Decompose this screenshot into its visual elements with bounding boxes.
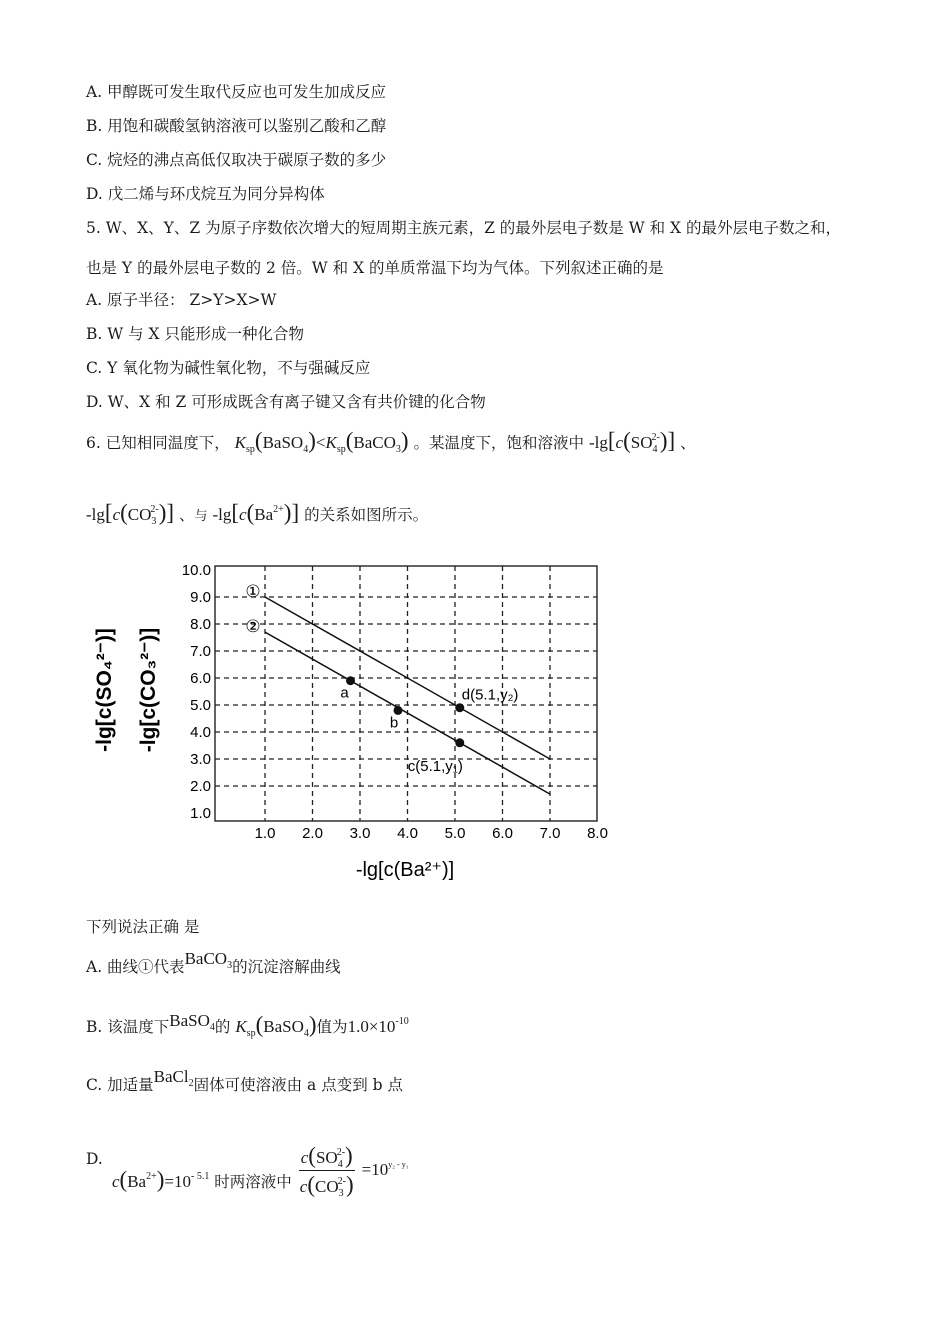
x-tick-label: 1.0 [254, 825, 276, 842]
q6-question: 下列说法正确 是 [86, 918, 200, 936]
q5-stem-line1: 5. W、X、Y、Z 为原子序数依次增大的短周期主族元素，Z 的最外层电子数是 W 和 X 的最外层电子数之和， [86, 219, 841, 237]
q6-option-d-label: D. [86, 1150, 103, 1168]
data-point-c [455, 738, 464, 747]
y-tick-label: 4.0 [190, 724, 211, 741]
neglg-co3-expr: $-\lg[c(CO_3^{2-})]$ [86, 500, 175, 527]
q6-stem-mid: 。某温度下，饱和溶液中 [413, 434, 585, 452]
y-axis-label-so4: -lg[c(SO₄²⁻)] [93, 628, 116, 752]
y-tick-label: 6.0 [190, 670, 211, 687]
q5-option-d: D. W、X 和 Z 可形成既含有离子键又含有共价键的化合物 [86, 393, 486, 411]
y-tick-label: 2.0 [190, 778, 211, 795]
q6-stem-line1: 6. 已知相同温度下， $K_{sp}(BaSO_4)<K_{sp}(BaCO_3)$ 。某温度下，饱和溶液中 $-\lg[c(SO_4^{2-})]$ 、 [86, 428, 696, 455]
point-label-a: a [340, 684, 349, 702]
y-tick-label: 7.0 [190, 643, 211, 660]
q6-stem-prefix: 6. 已知相同温度下， [86, 434, 230, 452]
y-tick-label: 1.0 [190, 805, 211, 822]
point-label-d: d(5.1,y₂) [461, 686, 519, 704]
y-tick-label: 8.0 [190, 616, 211, 633]
y-tick-label: 9.0 [190, 589, 211, 606]
q5-option-b: B. W 与 X 只能形成一种化合物 [86, 325, 304, 343]
q6-option-d: $c(Ba^{2+})=10^{- 5.1}$ 时两溶液中 $\frac{c(SO_4^{2-})}{c(CO_3^{2-})}$ $=10^{y_2 - y_1}$ [112, 1143, 409, 1199]
series-label-1: ① [245, 582, 261, 602]
concentration-ratio: $\frac{c(SO_4^{2-})}{c(CO_3^{2-})}$ [299, 1143, 354, 1199]
q5-option-a: A. 原子半径： Z>Y>X>W [86, 291, 277, 309]
x-tick-label: 6.0 [492, 825, 513, 842]
q4-option-d: D. 戊二烯与环戊烷互为同分异构体 [86, 185, 325, 203]
plot-frame [215, 566, 597, 821]
series-label-2: ② [245, 617, 261, 638]
q6-option-b: B. 该温度下BaSO$_4$的 $K_{sp}(BaSO_4)$值为$1.0\times 10^{-10}$ [86, 1011, 409, 1039]
y-tick-label: 10.0 [181, 562, 211, 579]
q4-option-a: A. 甲醇既可发生取代反应也可发生加成反应 [86, 83, 387, 101]
point-label-c: c(5.1,y₁) [407, 757, 463, 775]
neglg-so4-expr: $-\lg[c(SO_4^{2-})]$ [588, 428, 676, 455]
q5-stem-line2: 也是 Y 的最外层电子数的 2 倍。W 和 X 的单质常温下均为气体。下列叙述正确的是 [86, 259, 664, 277]
ksp-baso4-expr: $K_{sp}(BaSO_4)<K_{sp}(BaCO_3)$ [234, 428, 409, 455]
q4-option-c: C. 烷烃的沸点高低仅取决于碳原子数的多少 [86, 151, 387, 169]
q4-option-b: B. 用饱和碳酸氢钠溶液可以鉴别乙酸和乙醇 [86, 117, 387, 135]
neglg-ba-expr: $-\lg[c(Ba^{2+})]$ [212, 500, 300, 525]
x-tick-label: 7.0 [539, 825, 561, 842]
x-tick-label: 4.0 [397, 825, 418, 842]
y-axis-label-co3: -lg[c(CO₃²⁻)] [137, 627, 160, 753]
x-tick-label: 3.0 [349, 825, 371, 842]
q5-option-c: C. Y 氧化物为碱性氧化物，不与强碱反应 [86, 359, 371, 377]
data-point-d [455, 703, 464, 712]
q6-stem-line2: $-\lg[c(CO_3^{2-})]$ 、与 $-\lg[c(Ba^{2+})]$ 的关系如图所示。 [86, 500, 429, 527]
y-tick-label: 5.0 [190, 697, 211, 714]
y-tick-label: 3.0 [190, 751, 211, 768]
x-tick-label: 8.0 [587, 825, 608, 842]
point-label-b: b [389, 714, 399, 732]
q6-option-a: A. 曲线①代表BaCO$_3$的沉淀溶解曲线 [86, 949, 341, 976]
x-tick-label: 5.0 [444, 825, 466, 842]
x-axis-label: -lg[c(Ba²⁺)] [355, 859, 455, 881]
x-tick-label: 2.0 [302, 825, 323, 842]
q6-option-c: C. 加适量BaCl$_2$固体可使溶液由 a 点变到 b 点 [86, 1067, 403, 1094]
